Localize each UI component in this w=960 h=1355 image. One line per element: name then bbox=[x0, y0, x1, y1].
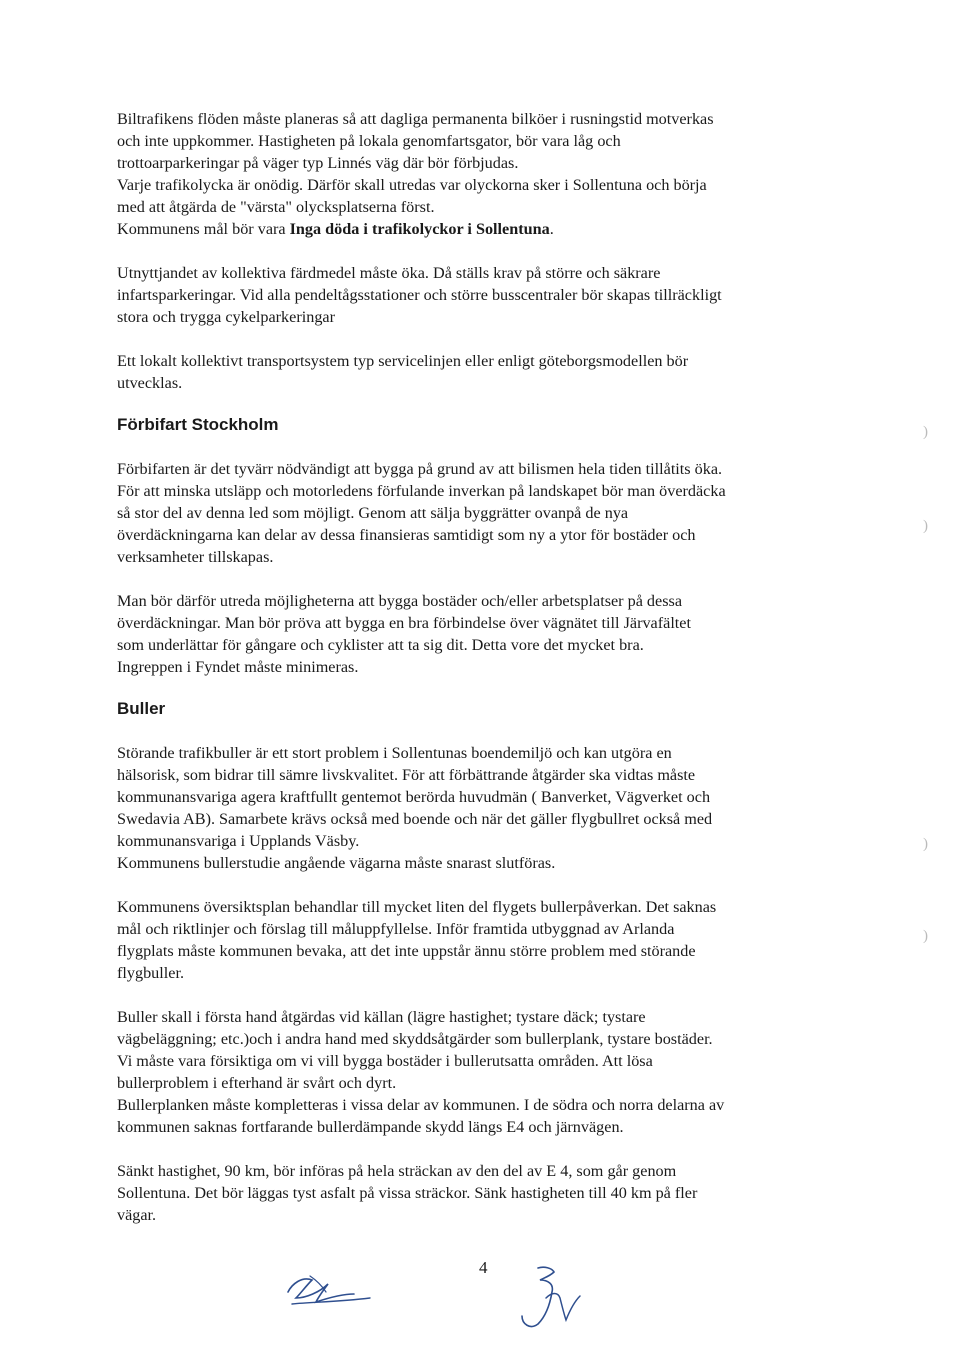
text-line: flygbuller. bbox=[117, 964, 184, 982]
scan-mark: ) bbox=[923, 518, 928, 534]
text-line: vägar. bbox=[117, 1206, 157, 1224]
handwritten-initials-right bbox=[502, 1262, 586, 1334]
paragraph-speed-limit bbox=[117, 1160, 862, 1226]
scan-mark: ) bbox=[923, 836, 928, 852]
paragraph-aircraft-noise bbox=[117, 896, 862, 984]
heading-forbifart: Förbifart Stockholm bbox=[117, 415, 279, 434]
page-number: 4 bbox=[479, 1258, 488, 1277]
document-body bbox=[117, 108, 862, 1226]
text-line: Kommunens översiktsplan behandlar till mycket liten del flygets bullerpåverkan. Det saknas bbox=[117, 898, 717, 916]
text-line: utvecklas. bbox=[117, 374, 183, 392]
paragraph-traffic-noise bbox=[117, 742, 862, 874]
text-line: Varje trafikolycka är onödig. Därför skall utredas var olyckorna sker i Sollentuna och börja bbox=[117, 176, 707, 194]
text-line: överdäckningar. Man bör pröva att bygga en bra förbindelse över vägnätet till Järvafältet bbox=[117, 614, 691, 632]
text-line: verksamheter tillskapas. bbox=[117, 548, 274, 566]
text-line: och inte uppkommer. Hastigheten på lokala genomfartsgator, bör vara låg och bbox=[117, 132, 621, 150]
handwritten-initials-left bbox=[282, 1268, 378, 1310]
text-line: så stor del av denna led som möjligt. Genom att sälja byggrätter ovanpå de nya bbox=[117, 504, 629, 522]
paragraph-forbifart bbox=[117, 458, 862, 568]
paragraph-public-transport bbox=[117, 262, 862, 328]
paragraph-noise-measures bbox=[117, 1006, 862, 1138]
text-line: För att minska utsläpp och motorledens förfulande inverkan på landskapet bör man överdäcka bbox=[117, 482, 726, 500]
text-line: stora och trygga cykelparkeringar bbox=[117, 308, 335, 326]
goal-bold: Inga döda i trafikolyckor i Sollentuna bbox=[289, 220, 550, 238]
goal-line bbox=[117, 218, 862, 240]
text-line: trottoarparkeringar på väger typ Linnés väg där bör förbjudas. bbox=[117, 154, 519, 172]
text-line: hälsorisk, som bidrar till sämre livskvalitet. För att förbättrande åtgärder ska vidtas måste bbox=[117, 766, 696, 784]
text-line: Störande trafikbuller är ett stort problem i Sollentunas boendemiljö och kan utgöra en bbox=[117, 744, 672, 762]
text-line: mål och riktlinjer och förslag till måluppfyllelse. Inför framtida utbyggnad av Arlanda bbox=[117, 920, 675, 938]
text-line: Biltrafikens flöden måste planeras så att dagliga permanenta bilköer i rusningstid motverkas bbox=[117, 110, 714, 128]
text-line: Ingreppen i Fyndet måste minimeras. bbox=[117, 658, 359, 676]
paragraph-traffic-flow bbox=[117, 108, 862, 240]
text-line: med att åtgärda de "värsta" olycksplatserna först. bbox=[117, 198, 435, 216]
text-line: Sänkt hastighet, 90 km, bör införas på hela sträckan av den del av E 4, som går genom bbox=[117, 1162, 677, 1180]
text-line: Förbifarten är det tyvärr nödvändigt att bygga på grund av att bilismen hela tiden tillåtits öka. bbox=[117, 460, 723, 478]
goal-suffix: . bbox=[549, 220, 554, 238]
text-line: vägbeläggning; etc.)och i andra hand med skyddsåtgärder som bullerplank, tystare bostäder. bbox=[117, 1030, 713, 1048]
text-line: kommunen saknas fortfarande bullerdämpande skydd längs E4 och järnvägen. bbox=[117, 1118, 624, 1136]
text-line: flygplats måste kommunen bevaka, att det inte uppstår ännu större problem med störande bbox=[117, 942, 696, 960]
text-line: kommunansvariga agera kraftfullt gentemot berörda huvudmän ( Banverket, Vägverket och bbox=[117, 788, 711, 806]
text-line: bullerproblem i efterhand är svårt och dyrt. bbox=[117, 1074, 397, 1092]
text-line: Vi måste vara försiktiga om vi vill bygga bostäder i bullerutsatta områden. Att lösa bbox=[117, 1052, 653, 1070]
text-line: Buller skall i första hand åtgärdas vid källan (lägre hastighet; tystare däck; tystare bbox=[117, 1008, 646, 1026]
text-line: Utnyttjandet av kollektiva färdmedel måste öka. Då ställs krav på större och säkrare bbox=[117, 264, 661, 282]
text-line: kommunansvariga i Upplands Väsby. bbox=[117, 832, 360, 850]
heading-buller: Buller bbox=[117, 699, 166, 718]
text-line: som underlättar för gångare och cyklister att ta sig dit. Detta vore det mycket bra. bbox=[117, 636, 644, 654]
text-line: Sollentuna. Det bör läggas tyst asfalt på vissa sträckor. Sänk hastigheten till 40 km på fler bbox=[117, 1184, 698, 1202]
goal-prefix: Kommunens mål bör vara bbox=[117, 220, 290, 238]
text-line: Kommunens bullerstudie angående vägarna måste snarast slutföras. bbox=[117, 854, 556, 872]
text-line: överdäckningarna kan delar av dessa finansieras samtidigt som ny a ytor för bostäder och bbox=[117, 526, 696, 544]
paragraph-local-transport bbox=[117, 350, 862, 394]
text-line: Ett lokalt kollektivt transportsystem typ servicelinjen eller enligt göteborgsmodellen bör bbox=[117, 352, 689, 370]
scan-mark: ) bbox=[923, 928, 928, 944]
text-line: Man bör därför utreda möjligheterna att bygga bostäder och/eller arbetsplatser på dessa bbox=[117, 592, 682, 610]
text-line: Swedavia AB). Samarbete krävs också med boende och när det gäller flygbullret också med bbox=[117, 810, 713, 828]
text-line: infartsparkeringar. Vid alla pendeltågsstationer och större busscentraler bör skapas tillräckligt bbox=[117, 286, 722, 304]
paragraph-overdeck bbox=[117, 590, 862, 678]
text-line: Bullerplanken måste kompletteras i vissa delar av kommunen. I de södra och norra delarna av bbox=[117, 1096, 725, 1114]
scan-mark: ) bbox=[923, 424, 928, 440]
